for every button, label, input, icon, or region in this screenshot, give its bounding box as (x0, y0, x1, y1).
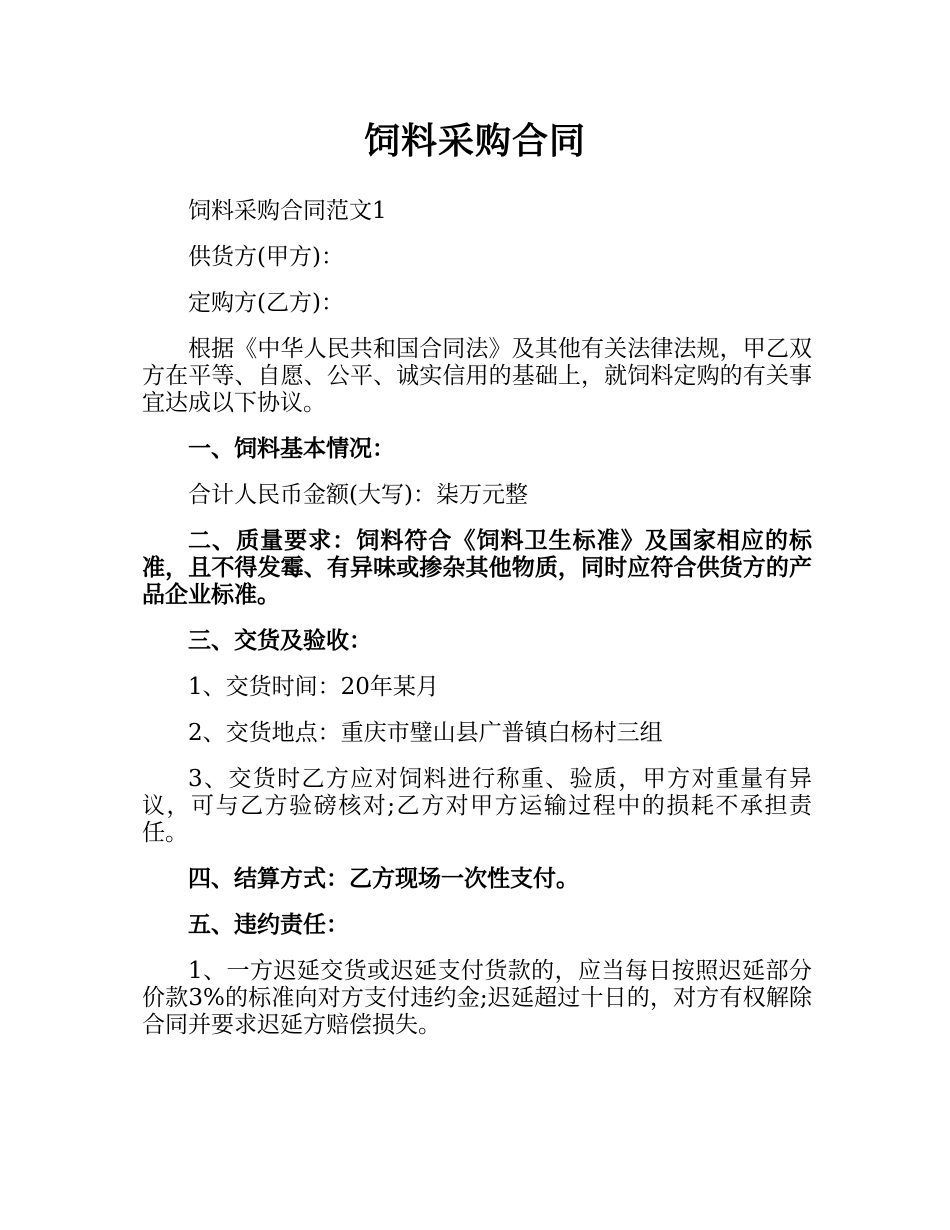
document-body (142, 198, 812, 1058)
paragraph-delivery-location: 2、交货地点：重庆市璧山县广普镇白杨村三组 (188, 720, 663, 746)
section-quality-requirements: 二、质量要求：饲料符合《饲料卫生标准》及国家相应的标准，且不得发霉、有异味或掺杂其他物质，同时应符合供货方的产品企业标准。 (142, 528, 812, 608)
section-heading-liability: 五、违约责任： (188, 912, 349, 938)
paragraph-preamble: 根据《中华人民共和国合同法》及其他有关法律法规，甲乙双方在平等、自愿、公平、诚实信用的基础上，就饲料定购的有关事宜达成以下协议。 (142, 336, 812, 416)
section-settlement-method: 四、结算方式：乙方现场一次性支付。 (188, 866, 579, 892)
paragraph-supplier: 供货方(甲方)： (188, 244, 344, 270)
paragraph-delivery-time: 1、交货时间：20年某月 (188, 674, 439, 700)
paragraph-total-amount: 合计人民币金额(大写)：柒万元整 (188, 482, 528, 508)
paragraph-buyer: 定购方(乙方)： (188, 290, 344, 316)
document-title: 饲料采购合同 (363, 121, 586, 162)
paragraph-delivery-inspection: 3、交货时乙方应对饲料进行称重、验质，甲方对重量有异议，可与乙方验磅核对;乙方对甲方运输过程中的损耗不承担责任。 (142, 766, 812, 846)
section-heading-basic-info: 一、饲料基本情况： (188, 436, 395, 462)
paragraph-liability-delay: 1、一方迟延交货或迟延支付货款的，应当每日按照迟延部分价款3%的标准向对方支付违约金;迟延超过十日的，对方有权解除合同并要求迟延方赔偿损失。 (142, 958, 812, 1038)
section-heading-delivery: 三、交货及验收： (188, 628, 372, 654)
paragraph-sample-label: 饲料采购合同范文1 (188, 198, 387, 224)
